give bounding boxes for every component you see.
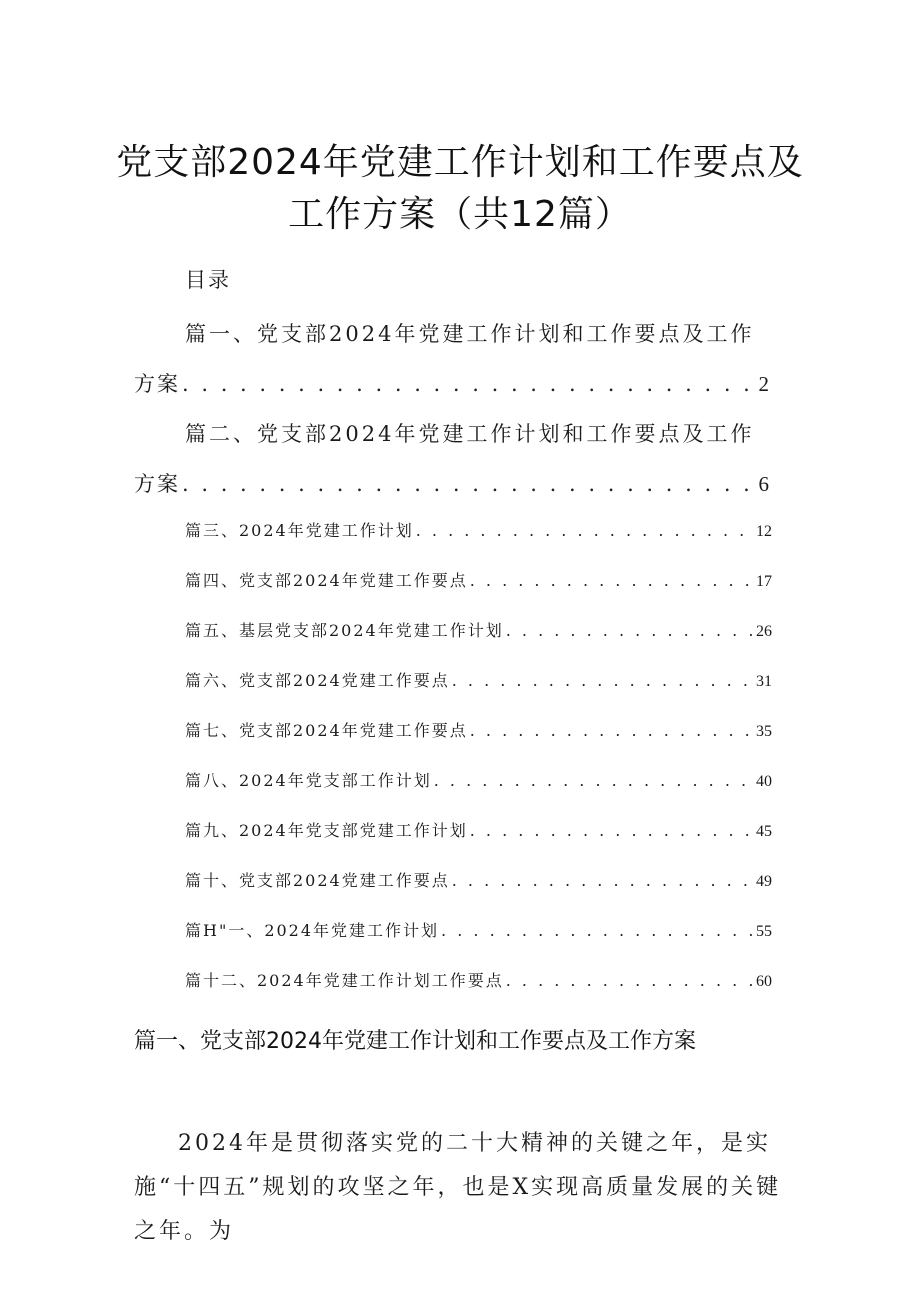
- toc-entry-title-line-2: 方案: [134, 472, 180, 496]
- body-paragraph: 2024年是贯彻落实党的二十大精神的关键之年，是实施“十四五”规划的攻坚之年，也是X实现高质量发展的关键之年。为: [134, 1131, 782, 1244]
- toc-page-number: 2: [758, 372, 769, 396]
- toc-leader: [470, 721, 754, 740]
- toc-page-number: 12: [756, 523, 772, 540]
- toc-entry[interactable]: [185, 918, 772, 941]
- toc-entry-title: 篇八、2024年党支部工作计划: [185, 771, 432, 790]
- toc-page-number: 35: [756, 723, 772, 740]
- toc-leader: [416, 521, 754, 540]
- document-title-line-2: 工作方案（共12篇）: [288, 194, 632, 235]
- toc-entry-title: 篇十二、2024年党建工作计划工作要点: [185, 971, 504, 990]
- toc-page-number: 40: [756, 773, 772, 790]
- toc-page-number: 31: [756, 673, 772, 690]
- toc-entry-title: 篇五、基层党支部2024年党建工作计划: [185, 621, 504, 640]
- toc-entry[interactable]: [185, 868, 772, 891]
- toc-entry[interactable]: [185, 568, 772, 591]
- toc-page-number: 60: [756, 973, 772, 990]
- toc-entry-title: 篇六、党支部2024党建工作要点: [185, 671, 450, 690]
- toc-page-number: 49: [756, 873, 772, 890]
- toc-leader: [434, 771, 754, 790]
- toc-entry[interactable]: [185, 618, 772, 641]
- toc-entry-title: 篇H"一、2024年党建工作计划: [185, 921, 440, 940]
- toc-leader: [452, 871, 754, 890]
- toc-page-number: 45: [756, 823, 772, 840]
- toc-entry-title-line-2: 方案: [134, 372, 180, 396]
- toc-entry[interactable]: [185, 718, 772, 741]
- toc-entry-title: 篇十、党支部2024党建工作要点: [185, 871, 450, 890]
- toc-leader: [506, 971, 754, 990]
- document-title-line-1: 党支部2024年党建工作计划和工作要点及: [116, 142, 804, 183]
- toc-entry-title-line-1: 篇二、党支部2024年党建工作计划和工作要点及工作: [185, 422, 755, 446]
- toc-leader: [182, 372, 757, 396]
- toc-leader: [470, 821, 754, 840]
- toc-page-number: 26: [756, 623, 772, 640]
- toc-entry-title-line-1: 篇一、党支部2024年党建工作计划和工作要点及工作: [185, 322, 755, 346]
- toc-leader: [441, 921, 754, 940]
- toc-leader: [452, 671, 754, 690]
- toc-entry[interactable]: [185, 518, 772, 541]
- toc-leader: [182, 472, 757, 496]
- toc-heading: 目录: [185, 268, 231, 292]
- toc-entry[interactable]: [185, 968, 772, 991]
- section-heading: 篇一、党支部2024年党建工作计划和工作要点及工作方案: [134, 1029, 696, 1054]
- toc-leader: [506, 621, 754, 640]
- toc-entry-title: 篇七、党支部2024年党建工作要点: [185, 721, 468, 740]
- toc-page-number: 17: [756, 573, 772, 590]
- toc-page-number: 55: [756, 923, 772, 940]
- toc-entry-title: 篇四、党支部2024年党建工作要点: [185, 571, 468, 590]
- toc-entry[interactable]: [185, 668, 772, 691]
- toc-entry-title: 篇九、2024年党支部党建工作计划: [185, 821, 468, 840]
- toc-entry-title: 篇三、2024年党建工作计划: [185, 521, 414, 540]
- toc-leader: [470, 571, 754, 590]
- toc-entry[interactable]: [185, 818, 772, 841]
- toc-page-number: 6: [758, 472, 769, 496]
- toc-entry[interactable]: [185, 768, 772, 791]
